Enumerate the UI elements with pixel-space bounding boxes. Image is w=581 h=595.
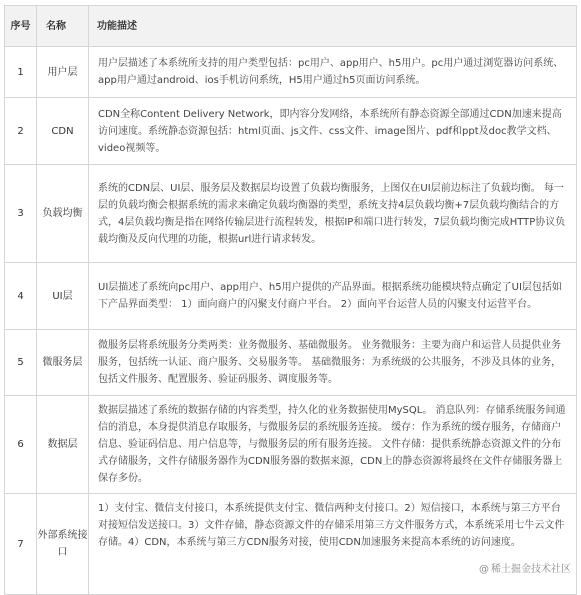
row-description: 1）支付宝、微信支付接口，本系统提供支付宝、微信两种支付接口。2）短信接口，本系统与第三方平台对接短信发送接口。3）文件存储，静态资源文件的存储采用第三方文件服务方式，本系统采用七牛云文件存储。4）CDN，本系统与第三方CDN服务对接，使用CDN加速服务来提高本系统的访问速度。 [89,494,577,595]
watermark-text: 稀土掘金技术社区 [491,564,571,575]
row-name: CDN [37,98,89,165]
row-index: 2 [5,98,37,165]
row-index: 6 [5,396,37,494]
row-description: 系统的CDN层、UI层、服务层及数据层均设置了负载均衡服务，上图仅在UI层前边标注了负载均衡。 每一层的负载均衡会根据系统的需求来确定负载均衡器的类型，系统支持4层负载均衡+7层负载均衡结合的方式，4层负载均衡是指在网络传输层进行流程转发，根据IP和端口进行转发，7层负载均衡完成HTTP协议负载均衡及反向代理的功能，根据url进行请求转发。 [89,165,577,263]
row-name: 负载均衡 [37,165,89,263]
row-index: 5 [5,330,37,396]
table-row [5,47,577,98]
row-description: 用户层描述了本系统所支持的用户类型包括：pc用户、app用户、h5用户。pc用户通过浏览器访问系统、app用户通过android、ios手机访问系统，H5用户通过h5页面访问系统。 [89,47,577,98]
row-description: 微服务层将系统服务分类两类：业务微服务、基础微服务。 业务微服务：主要为商户和运营人员提供业务服务，包括统一认证、商户服务、交易服务等。 基础微服务：为系统级的公共服务，不涉及具体的业务，包括文件服务、配置服务、验证码服务、调度服务等。 [89,330,577,396]
row-description: CDN全称Content Delivery Network，即内容分发网络，本系统所有静态资源全部通过CDN加速来提高访问速度。系统静态资源包括：html页面、js文件、css文件、image图片、pdf和ppt及doc教学文档、video视频等。 [89,98,577,165]
row-name: 微服务层 [37,330,89,396]
header-name: 名称 [37,6,89,47]
row-index: 3 [5,165,37,263]
table-row [5,330,577,396]
watermark-at-icon: @ [479,564,489,575]
table-row [5,263,577,330]
table-row [5,98,577,165]
table-row [5,396,577,494]
row-name: 数据层 [37,396,89,494]
row-index: 4 [5,263,37,330]
header-description: 功能描述 [89,6,577,47]
row-name: 外部系统接口 [37,494,89,595]
row-description: 数据层描述了系统的数据存储的内容类型，持久化的业务数据使用MySQL。 消息队列：存储系统服务间通信的消息，本身提供消息存取服务，与微服务层的系统服务连接。 缓存：作为系统的缓存服务，存储商户信息、验证码信息、用户信息等，与微服务层的所有服务连接。 文件存储：提供系统静态资源文件的分布式存储服务，文件存储服务器作为CDN服务器的数据来源，CDN上的静态资源将最终在文件存储服务器上保存多份。 [89,396,577,494]
row-index: 1 [5,47,37,98]
row-index: 7 [5,494,37,595]
table-row [5,494,577,595]
row-description: UI层描述了系统向pc用户、app用户、h5用户提供的产品界面。根据系统功能模块特点确定了UI层包括如下产品界面类型： 1）面向商户的闪聚支付商户平台。 2）面向平台运营人员的闪聚支付运营平台。 [89,263,577,330]
row-name: UI层 [37,263,89,330]
feature-table [4,5,577,595]
watermark [477,560,573,575]
header-index: 序号 [5,6,37,47]
row-name: 用户层 [37,47,89,98]
table-header-row [5,6,577,47]
table-row [5,165,577,263]
